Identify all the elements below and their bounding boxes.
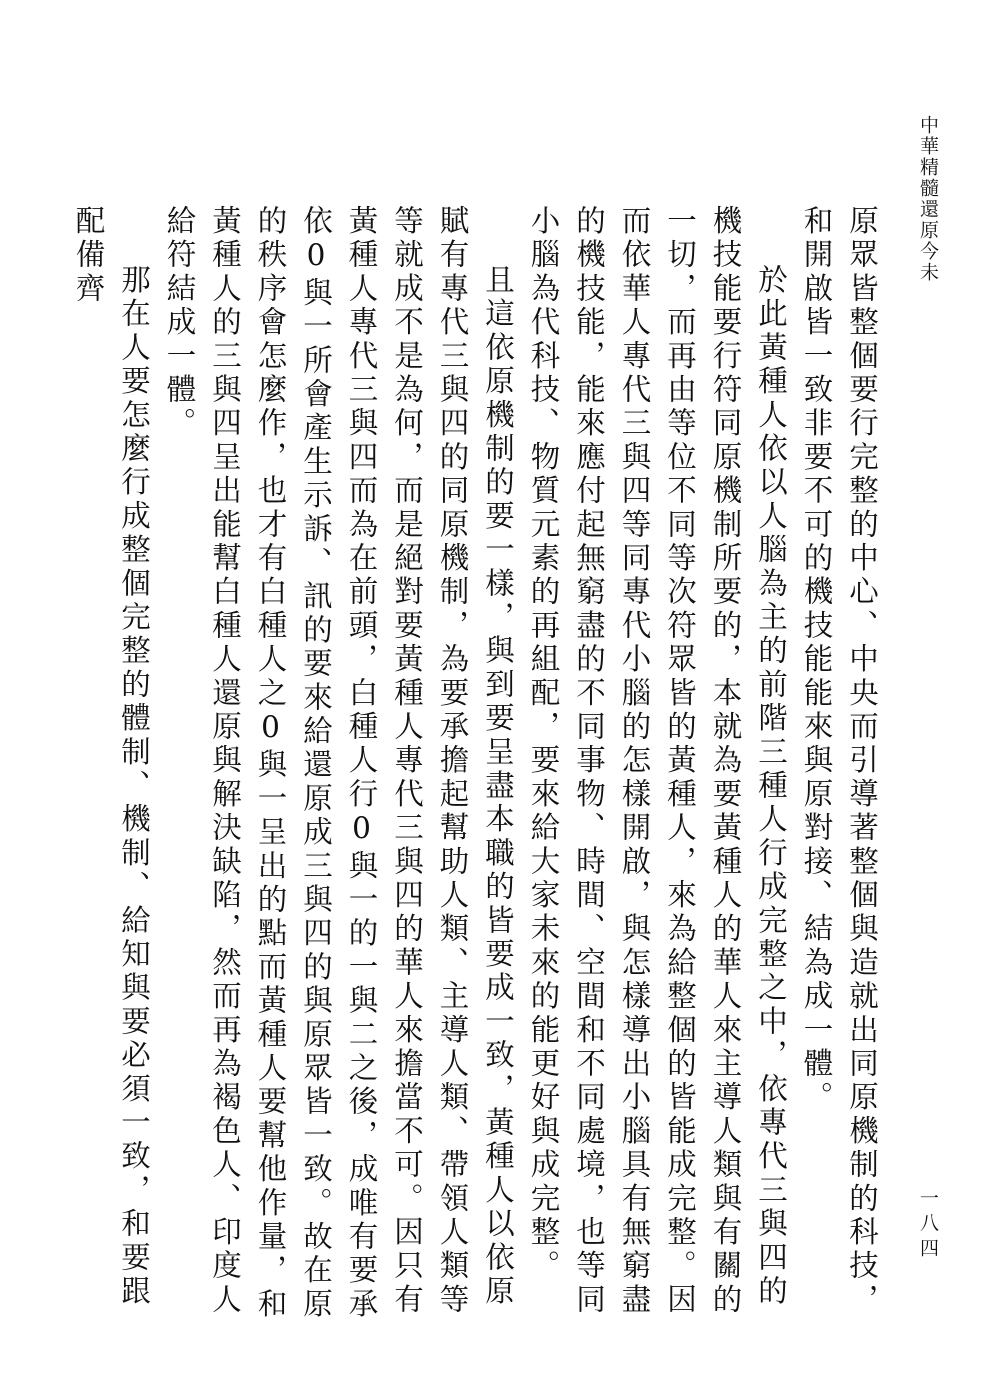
- paragraph: 於此黃種人依以人腦為主的前階三種人行成完整之中，依專代三與四的機技能要行符同原機制所要的，本就為要黃種人的華人來主導人類與有關的一切，而再由等位不同等次符眾皆的黃種人，來為給整個的皆能成完整。因而依華人專代三與四等同專代小腦的怎樣開啟，與怎樣導出小腦具有無窮盡的機技能，能來應付起無窮盡的不同事物、時間、空間和不同處境，也等同小腦為代科技、物質元素的再組配，要來給大家未來的能更好與成完整。: [526, 205, 788, 1318]
- vertical-body-text: [65, 205, 884, 1335]
- paragraph-continued: 原眾皆整個要行完整的中心、中央而引導著整個與造就出同原機制的科技，和開啟皆一致非要不可的機技能能來與原對接、結為成一體。: [799, 205, 879, 1318]
- paragraph: 那在人要怎麼行成整個完整的體制、機制、給知與要必須一致，和要跟配備齊: [71, 205, 151, 1309]
- page-number: 一八四: [917, 1188, 939, 1263]
- paragraph: 且這依原機制的要一樣，與到要呈盡本職的皆要成一致，黃種人以依原賦有專代三與四的同原機制，為要承擔起幫助人類、主導人類、帶領人類等等就成不是為何，而是絕對要黃種人專代三與四的華人來擔當不可。因只有黃種人專代三與四而為在前頭，白種人行0與一的一與二之後，成唯有要承依0與一所會產生示訴、訊的要來給還原成三與四的與原眾皆一致。故在原的秩序會怎麼作，也才有白種人之0與一呈出的點而黃種人要幫他作量，和黃種人的三與四呈出能幫白種人還原與解決缺陷，然而再為褐色人、印度人給符結成一體。: [162, 205, 515, 1322]
- running-header-title: 中華精髓還原今未: [917, 115, 939, 283]
